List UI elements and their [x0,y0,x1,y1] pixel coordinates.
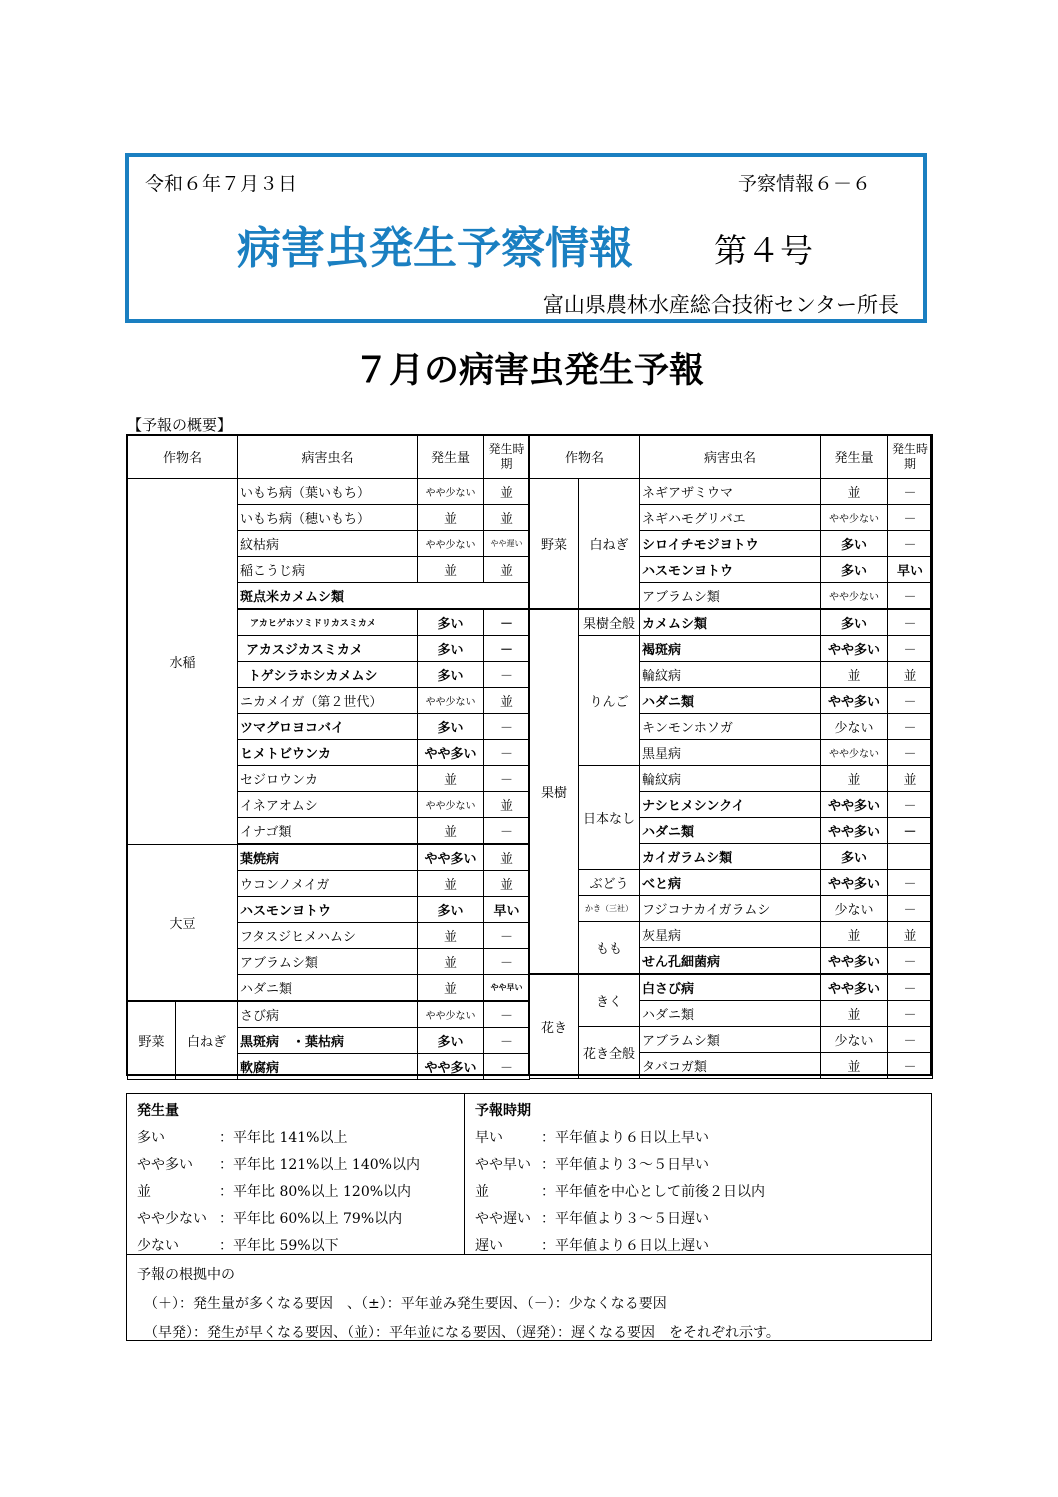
timing-cell: － [484,923,530,949]
pest-cell: フジコナカイガラムシ [640,896,821,922]
pest-cell: フタスジヒメハムシ [238,923,418,949]
subcrop-cell: ぶどう [579,870,640,896]
pest-cell: せん孔細菌病 [640,948,821,975]
timing-cell: やや早い [484,975,530,1002]
pest-cell: 稲こうじ病 [238,557,418,583]
legend-item [137,1235,420,1262]
pest-cell: ハダニ類 [238,975,418,1002]
timing-cell: － [888,1001,933,1027]
pest-cell: アカヒゲホソミドリカスミカメ [238,609,418,636]
table-row [530,1027,933,1053]
timing-cell: － [888,505,933,531]
table-row [128,479,530,505]
issue-date: 令和６年７月３日 [145,173,298,195]
legend-amount-title: 発生量 [137,1103,179,1119]
amount-cell: やや多い [821,636,888,662]
timing-cell: 並 [484,792,530,818]
amount-cell: 並 [418,505,484,531]
section-label: 【予報の概要】 [127,416,233,434]
crop-cell: 水稲 [128,479,238,845]
table-row [128,1001,530,1028]
subcrop-cell: 白ねぎ [579,479,640,610]
amount-cell: やや多い [821,792,888,818]
legend-key: 早い [475,1130,503,1146]
pest-cell: ハダニ類 [640,688,821,714]
pest-cell: アブラムシ類 [640,583,821,610]
timing-cell: － [484,636,530,662]
amount-cell: 多い [418,1028,484,1054]
header-box [125,153,927,323]
amount-cell: 並 [418,923,484,949]
pest-cell: ニカメイガ（第２世代） [238,688,418,714]
amount-cell: 並 [418,949,484,975]
timing-cell: 早い [484,897,530,923]
pest-cell: キンモンホソガ [640,714,821,740]
pest-cell: カメムシ類 [640,609,821,636]
pest-cell: ナシヒメシンクイ [640,792,821,818]
amount-cell: やや少ない [418,531,484,557]
table-row [530,896,933,922]
table-row [530,922,933,948]
pest-cell: 輪紋病 [640,662,821,688]
pest-cell: イネアオムシ [238,792,418,818]
timing-cell: － [888,1027,933,1053]
pest-cell: トゲシラホシカメムシ [238,662,418,688]
legend-value: ：平年比 59%以下 [219,1238,339,1254]
legend-value: ：平年比 60%以上 79%以内 [219,1211,403,1227]
amount-cell: 並 [418,766,484,792]
subcrop-cell: 日本なし [579,766,640,870]
table-row [128,844,530,871]
legend-key: 並 [475,1184,489,1200]
timing-cell: 早い [888,557,933,583]
pest-cell: 黒星病 [640,740,821,766]
pest-cell: さび病 [238,1001,418,1028]
amount-cell: 多い [821,609,888,636]
pest-cell: 紋枯病 [238,531,418,557]
amount-cell: 多い [821,844,888,870]
timing-cell: － [484,766,530,792]
timing-cell: － [484,949,530,975]
amount-cell: やや少ない [418,1001,484,1028]
timing-cell: － [888,583,933,610]
pest-cell: ツマグロヨコバイ [238,714,418,740]
subcrop-cell: かき（三社） [579,896,640,922]
subcrop-cell: 果樹全般 [579,609,640,636]
amount-cell: 並 [821,766,888,792]
timing-cell: － [888,714,933,740]
legend-key: 少ない [137,1238,179,1254]
legend-key: やや早い [475,1157,531,1173]
subcrop-cell: 白ねぎ [176,1001,238,1080]
subcrop-cell: りんご [579,636,640,766]
page-title: ７月の病害虫発生予報 [353,351,704,391]
pest-cell: 軟腐病 [238,1054,418,1080]
header-crop: 作物名 [530,435,640,479]
subcrop-cell: 花き全般 [579,1027,640,1079]
forecast-table-right [529,434,933,1079]
amount-cell: やや少ない [821,740,888,766]
pest-cell: ヒメトビウンカ [238,740,418,766]
timing-cell: － [888,479,933,505]
timing-cell: 並 [484,844,530,871]
table-row [530,479,933,505]
pest-group-cell: 斑点米カメムシ類 [238,583,530,610]
table-row [530,636,933,662]
pest-cell: タバコガ類 [640,1053,821,1079]
subcrop-cell: きく [579,974,640,1027]
timing-cell: － [888,948,933,975]
legend-divider [464,1094,465,1254]
timing-cell: － [888,870,933,896]
amount-cell: 並 [418,557,484,583]
timing-cell: － [888,740,933,766]
amount-cell: 並 [821,662,888,688]
pest-cell: ハダニ類 [640,818,821,844]
crop-cell: 野菜 [128,1001,176,1080]
pest-cell: アブラムシ類 [238,949,418,975]
header-timing: 発生時期 [484,435,530,479]
timing-cell [888,844,933,870]
amount-cell: やや多い [821,688,888,714]
amount-cell: 並 [418,975,484,1002]
amount-cell: やや多い [418,844,484,871]
timing-cell: － [888,792,933,818]
header-crop: 作物名 [128,435,238,479]
subcrop-cell: もも [579,922,640,975]
pest-cell: 輪紋病 [640,766,821,792]
crop-cell: 野菜 [530,479,579,610]
amount-cell: 並 [418,818,484,845]
amount-cell: 多い [418,609,484,636]
amount-cell: やや多い [821,870,888,896]
pest-cell: ウコンノメイガ [238,871,418,897]
legend-item [137,1181,420,1208]
timing-cell: － [888,688,933,714]
amount-cell: やや多い [418,740,484,766]
timing-cell: － [888,1053,933,1079]
timing-cell: － [484,1054,530,1080]
amount-cell: 並 [821,1053,888,1079]
timing-cell: 並 [888,766,933,792]
amount-cell: 多い [821,531,888,557]
legend-value: ：平年比 141%以上 [219,1130,348,1146]
timing-cell: 並 [484,557,530,583]
amount-cell: 並 [821,1001,888,1027]
pest-cell: セジロウンカ [238,766,418,792]
timing-cell: － [888,636,933,662]
timing-cell: － [484,609,530,636]
amount-cell: 少ない [821,896,888,922]
amount-cell: やや多い [821,974,888,1001]
note-line: 予報の根拠中の [137,1267,235,1283]
bulletin-title: 病害虫発生予察情報 [237,223,633,274]
amount-cell: やや多い [821,818,888,844]
legend-value: ：平年値より６日以上遅い [541,1238,709,1254]
timing-cell: － [484,1028,530,1054]
legend-amount [137,1100,420,1262]
header-pest: 病害虫名 [640,435,821,479]
pest-cell: カイガラムシ類 [640,844,821,870]
crop-cell: 果樹 [530,609,579,974]
pest-cell: ハダニ類 [640,1001,821,1027]
legend-item [475,1181,765,1208]
amount-cell: 多い [418,636,484,662]
issuing-organization: 富山県農林水産総合技術センター所長 [542,293,899,317]
legend-key: 多い [137,1130,165,1146]
legend-box [126,1093,932,1341]
amount-cell: やや少ない [821,505,888,531]
legend-item [475,1208,765,1235]
note-line: （＋）：発生量が多くなる要因 、（±）：平年並み発生要因、（－）：少なくなる要因 [137,1296,667,1312]
pest-cell: シロイチモジヨトウ [640,531,821,557]
pest-cell: ハスモンヨトウ [640,557,821,583]
amount-cell: 多い [418,662,484,688]
amount-cell: 並 [821,922,888,948]
legend-timing-title: 予報時期 [475,1103,531,1119]
legend-item [137,1127,420,1154]
amount-cell: やや少ない [821,583,888,610]
issue-number: 予察情報６－６ [737,173,871,195]
timing-cell: － [484,662,530,688]
header-amount: 発生量 [418,435,484,479]
timing-cell: 並 [484,688,530,714]
pest-cell: 褐斑病 [640,636,821,662]
amount-cell: やや多い [418,1054,484,1080]
header-amount: 発生量 [821,435,888,479]
timing-cell: 並 [484,505,530,531]
legend-key: 並 [137,1184,151,1200]
timing-cell: 並 [888,922,933,948]
timing-cell: － [484,1001,530,1028]
note-line: （早発）：発生が早くなる要因、（並）：平年並になる要因、（遅発）：遅くなる要因 をそれぞれ示す。 [137,1325,780,1341]
legend-item [137,1154,420,1181]
legend-item [475,1127,765,1154]
pest-cell: アカスジカスミカメ [238,636,418,662]
timing-cell: － [484,818,530,845]
timing-cell: － [484,740,530,766]
table-row [530,609,933,636]
amount-cell: 少ない [821,714,888,740]
timing-cell: － [888,818,933,844]
timing-cell: 並 [484,871,530,897]
pest-cell: 葉焼病 [238,844,418,871]
amount-cell: やや少ない [418,792,484,818]
amount-cell: 少ない [821,1027,888,1053]
pest-cell: いもち病（穂いもち） [238,505,418,531]
legend-key: 遅い [475,1238,503,1254]
pest-cell: べと病 [640,870,821,896]
legend-item [137,1208,420,1235]
timing-cell: － [888,896,933,922]
amount-cell: 多い [418,897,484,923]
pest-cell: ネギアザミウマ [640,479,821,505]
bulletin-number: 第４号 [714,231,813,270]
pest-cell: いもち病（葉いもち） [238,479,418,505]
amount-cell: やや少ない [418,479,484,505]
pest-cell: ハスモンヨトウ [238,897,418,923]
legend-value: ：平年値より３～５日遅い [541,1211,709,1227]
pest-cell: アブラムシ類 [640,1027,821,1053]
timing-cell: － [888,609,933,636]
pest-cell: 白さび病 [640,974,821,1001]
legend-key: やや遅い [475,1211,531,1227]
legend-notes [137,1264,780,1351]
amount-cell: 多い [821,557,888,583]
pest-cell: イナゴ類 [238,818,418,845]
amount-cell: やや少ない [418,688,484,714]
legend-value: ：平年値を中心として前後２日以内 [541,1184,765,1200]
pest-cell: 灰星病 [640,922,821,948]
table-row [530,766,933,792]
forecast-table-left [127,434,530,1080]
timing-cell: 並 [888,662,933,688]
legend-item [475,1154,765,1181]
header-timing: 発生時期 [888,435,933,479]
timing-cell: － [484,714,530,740]
pest-cell: 黒斑病 ・葉枯病 [238,1028,418,1054]
legend-key: やや少ない [137,1211,207,1227]
amount-cell: やや多い [821,948,888,975]
legend-item [475,1235,765,1262]
timing-cell: － [888,974,933,1001]
legend-value: ：平年値より６日以上早い [541,1130,709,1146]
legend-value: ：平年比 80%以上 120%以内 [219,1184,412,1200]
pest-cell: ネギハモグリバエ [640,505,821,531]
amount-cell: 並 [418,871,484,897]
legend-value: ：平年比 121%以上 140%以内 [219,1157,420,1173]
legend-timing [475,1100,765,1262]
timing-cell: 並 [484,479,530,505]
amount-cell: 並 [821,479,888,505]
amount-cell: 多い [418,714,484,740]
header-pest: 病害虫名 [238,435,418,479]
legend-value: ：平年値より３～５日早い [541,1157,709,1173]
crop-cell: 花き [530,974,579,1079]
timing-cell: やや遅い [484,531,530,557]
table-row [530,974,933,1001]
timing-cell: － [888,531,933,557]
legend-key: やや多い [137,1157,193,1173]
table-row [530,870,933,896]
crop-cell: 大豆 [128,844,238,1001]
